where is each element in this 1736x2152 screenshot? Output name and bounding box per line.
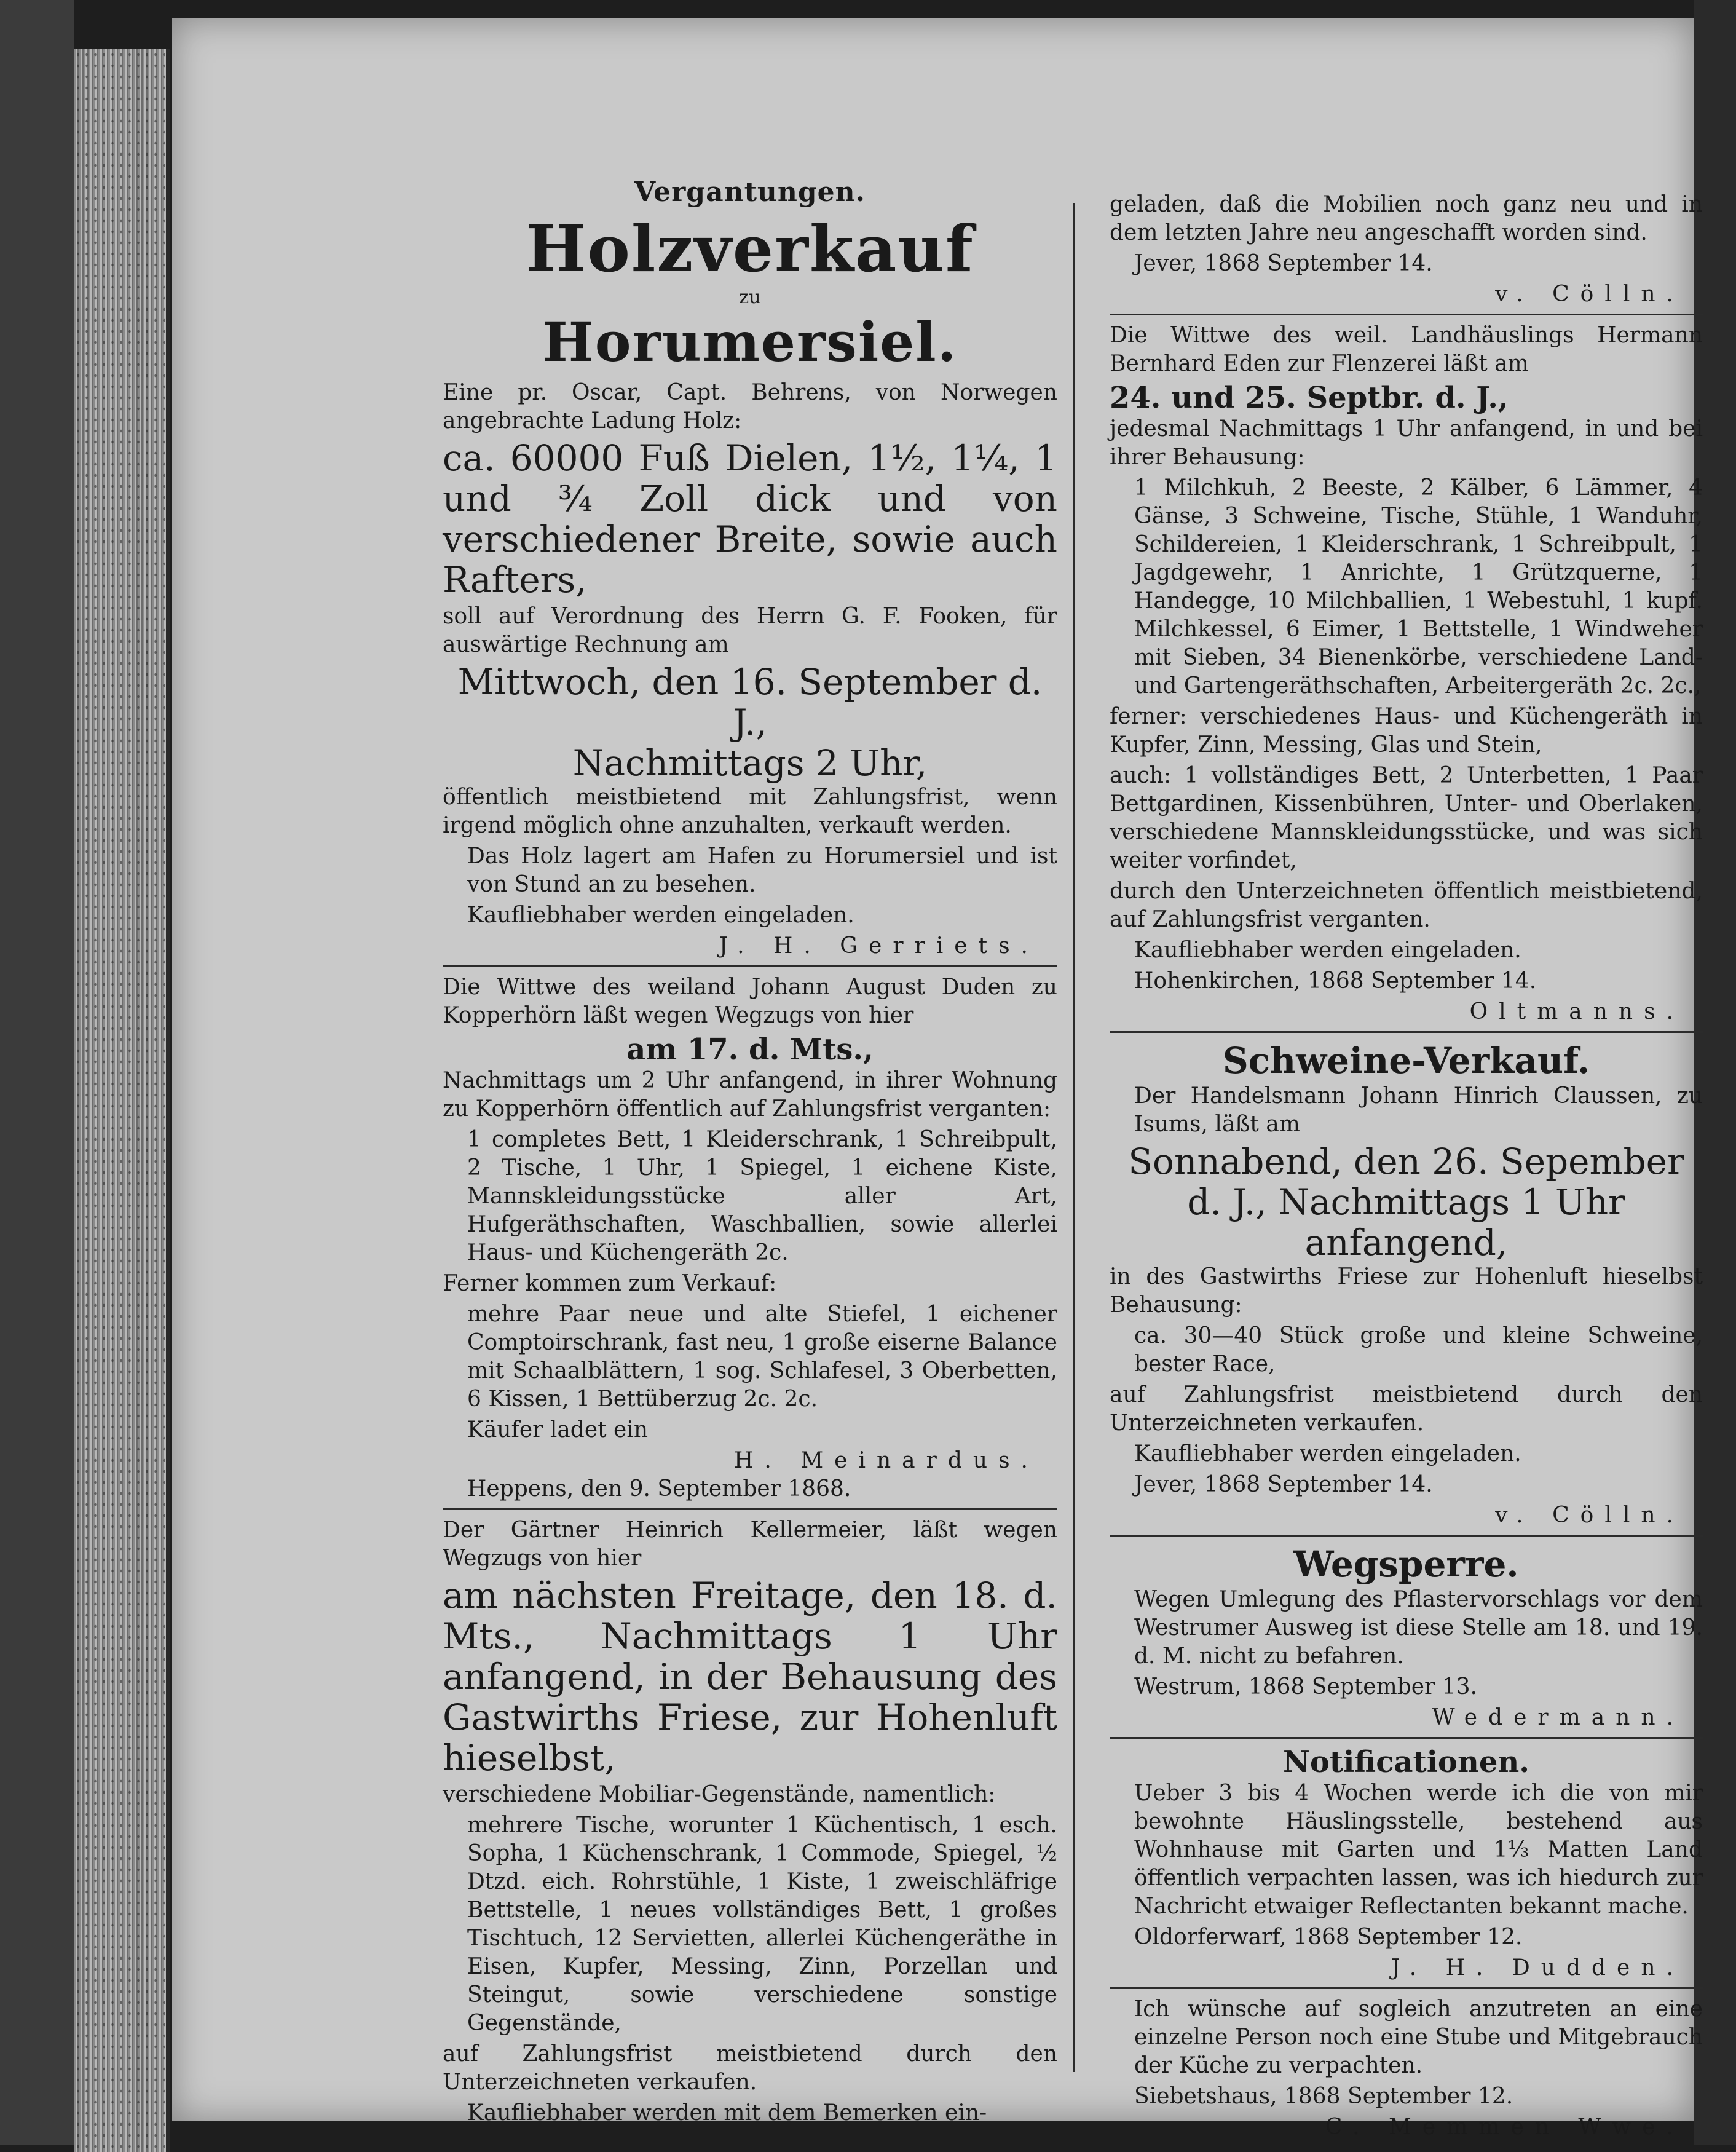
left-column — [443, 178, 1057, 2130]
ad1-signature: J. H. Gerriets. — [719, 933, 1039, 959]
pig-intro: Der Handelsmann Johann Hinrich Claussen, zu Isums, läßt am — [1134, 1083, 1703, 1137]
ad-separator — [1110, 1535, 1703, 1537]
ad3-buyers: Kaufliebhaber werden mit dem Bemerken ein- — [467, 2100, 987, 2126]
ad3-terms: auf Zahlungsfrist meistbietend durch den Unterzeichneten verkaufen. — [443, 2041, 1057, 2095]
ad-title-wegsperre: Wegsperre. — [1293, 1543, 1519, 1585]
ad1-location: Das Holz lagert am Hafen zu Horumersiel und ist von Stund an zu besehen. — [467, 844, 1057, 897]
ad-separator — [1110, 1031, 1703, 1033]
ad-separator — [1110, 1987, 1703, 1989]
notif-place-date: Oldorferwarf, 1868 September 12. — [1134, 1925, 1523, 1950]
pig-terms: auf Zahlungsfrist meistbietend durch den Unterzeichneten verkaufen. — [1110, 1382, 1703, 1436]
ad-title-zu: zu — [739, 287, 761, 308]
ad1-date: Mittwoch, den 16. September d. J., — [457, 661, 1043, 743]
ad2-text: Nachmittags um 2 Uhr anfangend, in ihrer Wohnung zu Kopperhörn öffentlich auf Zahlungsfrist verganten: — [443, 1068, 1057, 1121]
book-edge-speckle — [74, 49, 166, 2152]
road-text: Wegen Umlegung des Pflastervorschlags vor dem Westrumer Ausweg ist diese Stelle am 18. und 19. d. M. nicht zu befahren. — [1134, 1587, 1703, 1669]
ad4-intro: Die Wittwe des weil. Landhäuslings Hermann Bernhard Eden zur Flenzerei läßt am — [1110, 323, 1703, 376]
ad2-date: am 17. d. Mts., — [626, 1032, 874, 1067]
ad2-items: 1 completes Bett, 1 Kleiderschrank, 1 Schreibpult, 2 Tische, 1 Uhr, 1 Spiegel, 1 eichene Kiste, Mannskleidungsstücke aller Art, Hufgeräthschaften, Waschballien, sowie allerlei Haus- und Küchengeräth 2c. — [467, 1127, 1057, 1265]
road-place-date: Westrum, 1868 September 13. — [1134, 1674, 1477, 1699]
ad-title-holzverkauf: Holzverkauf — [526, 211, 974, 287]
ad-separator — [443, 1508, 1057, 1510]
ad4-terms: durch den Unterzeichneten öffentlich meistbietend, auf Zahlungsfrist verganten. — [1110, 879, 1703, 932]
notif-signature: J. H. Dudden. — [1391, 1955, 1684, 1980]
room-place-date: Siebetshaus, 1868 September 12. — [1134, 2084, 1513, 2109]
cont-place-date: Jever, 1868 September 14. — [1134, 251, 1433, 276]
ad3-items: mehrere Tische, worunter 1 Küchentisch, 1 esch. Sopha, 1 Küchenschrank, 1 Commode, Spiegel, ½ Dtzd. eich. Rohrstühle, 1 Kiste, 1 zweischläfrige Bettstelle, 1 neues vollständiges Bett, 1 großes Tischtuch, 12 Servietten, allerlei Küchengeräthe in Eisen, Kupfer, Messing, Zinn, Porzellan und Steingut, sowie verschiedene sonstige Gegenstände, — [467, 1813, 1057, 2036]
ad1-sale-text: öffentlich meistbietend mit Zahlungsfrist, wenn irgend möglich ohne anzuhalten, verkauft werden. — [443, 785, 1057, 838]
cont-signature: v. Cölln. — [1495, 282, 1684, 307]
ad2-invite: Käufer ladet ein — [467, 1417, 649, 1442]
ad1-cargo: ca. 60000 Fuß Dielen, 1½, 1¼, 1 und ¾ Zoll dick und von verschiedener Breite, sowie auch Rafters, — [443, 437, 1057, 601]
ad4-place-date: Hohenkirchen, 1868 September 14. — [1134, 968, 1537, 994]
ad4-buyers: Kaufliebhaber werden eingeladen. — [1134, 938, 1521, 963]
ad4-also: auch: 1 vollständiges Bett, 2 Unterbetten, 1 Paar Bettgardinen, Kissenbühren, Unter- und Oberlaken, verschiedene Mannskleidungsstücke, und was sich weiter vorfindet, — [1110, 763, 1703, 873]
ad4-text: jedesmal Nachmittags 1 Uhr anfangend, in und bei ihrer Behausung: — [1110, 416, 1703, 470]
pig-buyers: Kaufliebhaber werden eingeladen. — [1134, 1441, 1521, 1466]
pig-date: Sonnabend, den 26. Sepember d. J., Nachmittags 1 Uhr anfangend, — [1128, 1141, 1684, 1264]
ad-separator — [1110, 1737, 1703, 1739]
column-divider — [1073, 203, 1075, 2072]
pig-items: ca. 30—40 Stück große und kleine Schweine, bester Race, — [1134, 1323, 1703, 1377]
room-text: Ich wünsche auf sogleich anzutreten an eine einzelne Person noch eine Stube und Mitgebrauch der Küche zu verpachten. — [1134, 1996, 1703, 2078]
room-signature: C. Memmen Wwe. — [1325, 2114, 1684, 2140]
ad1-intro: Eine pr. Oscar, Capt. Behrens, von Norwegen angebrachte Ladung Holz: — [443, 380, 1057, 433]
pig-signature: v. Cölln. — [1495, 1503, 1684, 1528]
ad4-further: ferner: verschiedenes Haus- und Küchengeräth in Kupfer, Zinn, Messing, Glas und Stein, — [1110, 704, 1703, 758]
ad4-date: 24. und 25. Septbr. d. J., — [1110, 381, 1509, 415]
ad3-items-head: verschiedene Mobiliar-Gegenstände, namentlich: — [443, 1782, 996, 1807]
ad4-signature: Oltmanns. — [1469, 999, 1684, 1024]
ad-separator — [1110, 314, 1703, 315]
ad2-more-items: mehre Paar neue und alte Stiefel, 1 eichener Comptoirschrank, fast neu, 1 große eiserne Balance mit Schaalblättern, 1 sog. Schlafesel, 3 Oberbetten, 6 Kissen, 1 Bettüberzug 2c. 2c. — [467, 1302, 1057, 1412]
ad1-buyers: Kaufliebhaber werden eingeladen. — [467, 903, 854, 928]
ad2-signature: H. Meinardus. — [734, 1448, 1039, 1473]
ad4-items: 1 Milchkuh, 2 Beeste, 2 Kälber, 6 Lämmer, 4 Gänse, 3 Schweine, Tische, Stühle, 1 Wanduhr, Schildereien, 1 Kleiderschrank, 1 Schreibpult, 1 Jagdgewehr, 1 Anrichte, 1 Grützquerne, 1 Handegge, 10 Milchballien, 1 Webestuhl, 1 kupf. Milchkessel, 6 Eimer, 1 Bettstelle, 1 Windweher mit Sieben, 34 Bienenkörbe, verschiedene Land- und Gartengeräthschaften, Arbeitergeräth 2c. 2c., — [1134, 475, 1703, 698]
cont-text: geladen, daß die Mobilien noch ganz neu und in dem letzten Jahre neu angeschafft worden sind. — [1110, 192, 1703, 245]
ad2-place-date: Heppens, den 9. September 1868. — [467, 1476, 851, 1501]
road-signature: Wedermann. — [1432, 1705, 1684, 1730]
ad2-more-head: Ferner kommen zum Verkauf: — [443, 1271, 777, 1296]
ad2-intro: Die Wittwe des weiland Johann August Duden zu Kopperhörn läßt wegen Wegzugs von hier — [443, 975, 1057, 1028]
scanner-background — [0, 0, 74, 2145]
ad-title-place: Horumersiel. — [542, 310, 958, 374]
right-column — [1110, 191, 1703, 2142]
ad1-time: Nachmittags 2 Uhr, — [572, 742, 928, 784]
ad1-order: soll auf Verordnung des Herrn G. F. Fooken, für auswärtige Rechnung am — [443, 604, 1057, 657]
ad3-intro: Der Gärtner Heinrich Kellermeier, läßt wegen Wegzugs von hier — [443, 1517, 1057, 1571]
ad-separator — [443, 965, 1057, 967]
ad-title-notificationen: Notificationen. — [1283, 1745, 1529, 1779]
notif-text: Ueber 3 bis 4 Wochen werde ich die von mir bewohnte Häuslingsstelle, bestehend aus Wohnhause mit Garten und 1⅓ Matten Land öffentlich verpachten lassen, was ich hiedurch zur Nachricht etwaiger Reflectanten bekannt mache. — [1134, 1781, 1703, 1919]
pig-place-date: Jever, 1868 September 14. — [1134, 1472, 1433, 1497]
ad3-big-text: am nächsten Freitage, den 18. d. Mts., Nachmittags 1 Uhr anfangend, in der Behausung des Gastwirths Friese, zur Hohenluft hieselbst, — [443, 1575, 1057, 1779]
ad-title-schweine-verkauf: Schweine-Verkauf. — [1222, 1040, 1590, 1082]
section-header: Vergantungen. — [634, 176, 866, 208]
pig-text: in des Gastwirths Friese zur Hohenluft hieselbst Behausung: — [1110, 1264, 1703, 1318]
